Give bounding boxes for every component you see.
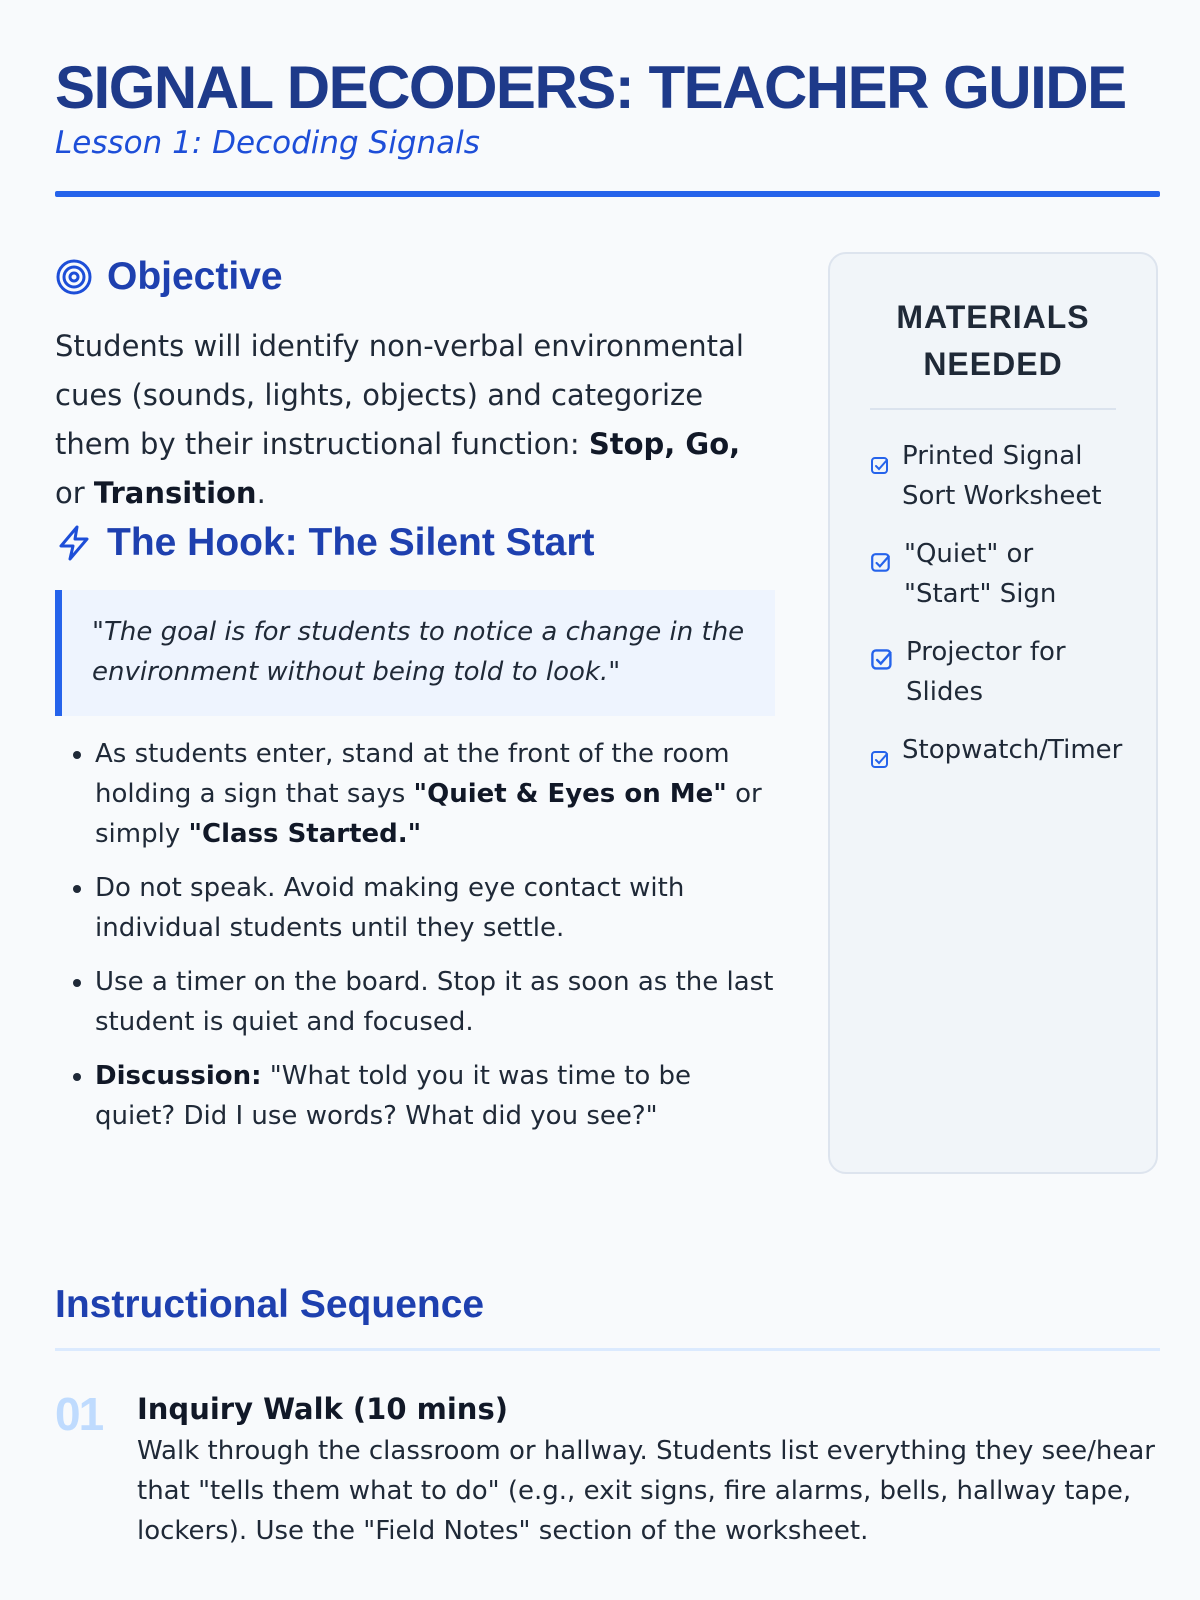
list-item: Printed Signal Sort Worksheet xyxy=(870,436,1116,516)
list-item: • As students enter, stand at the front of the room holding a sign that says "Quiet & Eyes on Me" or simply "Class Started." xyxy=(95,734,775,854)
target-icon xyxy=(55,258,93,296)
objective-text: Students will identify non-verbal environmental cues (sounds, lights, objects) and categorize them by their instructional function: Stop, Go, or Transition. xyxy=(55,329,744,510)
objective-categories: Stop, Go, xyxy=(588,427,741,461)
materials-card xyxy=(828,252,1158,1174)
content-columns xyxy=(55,252,1160,1177)
materials-title: MATERIALS NEEDED xyxy=(870,294,1116,410)
sequence-step xyxy=(55,1389,1160,1551)
list-item: Projector for Slides xyxy=(870,632,1116,712)
instructional-sequence xyxy=(55,1280,1160,1551)
checkbox-icon xyxy=(870,546,892,586)
objective-heading-label: Objective xyxy=(107,255,283,298)
main-column xyxy=(55,252,775,1150)
teacher-guide-page xyxy=(55,0,1160,1546)
list-item: Stopwatch/Timer xyxy=(870,730,1116,782)
objective-heading xyxy=(55,252,775,302)
hook-steps-list xyxy=(55,734,775,1136)
title-divider xyxy=(55,191,1160,197)
materials-list xyxy=(870,436,1123,782)
page-title: SIGNAL DECODERS: TEACHER GUIDE xyxy=(55,54,1126,121)
title-block xyxy=(55,0,1160,197)
objective-last-category: Transition xyxy=(93,476,257,510)
checkbox-icon xyxy=(870,644,894,684)
list-item: • Use a timer on the board. Stop it as soon as the last student is quiet and focused. xyxy=(95,962,775,1042)
sequence-heading: Instructional Sequence xyxy=(55,1280,1160,1351)
lesson-subtitle: Lesson 1: Decoding Signals xyxy=(55,125,480,161)
step-title: Inquiry Walk (10 mins) xyxy=(137,1392,508,1426)
hook-heading-label: The Hook: The Silent Start xyxy=(107,521,595,564)
checkbox-icon xyxy=(870,448,890,488)
lightning-icon xyxy=(55,524,93,562)
step-description: Walk through the classroom or hallway. Students list everything they see/hear that "tells them what to do" (e.g., exit signs, fire alarms, bells, hallway tape, lockers). Use the "Field Notes" section of the worksheet. xyxy=(137,1436,1155,1546)
step-number: 01 xyxy=(55,1388,103,1440)
checkbox-icon xyxy=(870,742,890,782)
list-item: "Quiet" or "Start" Sign xyxy=(870,534,1116,614)
list-item: • Discussion: "What told you it was time to be quiet? Did I use words? What did you see?" xyxy=(95,1056,775,1136)
hook-quote: "The goal is for students to notice a change in the environment without being told to look." xyxy=(55,590,775,716)
hook-heading xyxy=(55,518,775,568)
list-item: • Do not speak. Avoid making eye contact with individual students until they settle. xyxy=(95,868,775,948)
